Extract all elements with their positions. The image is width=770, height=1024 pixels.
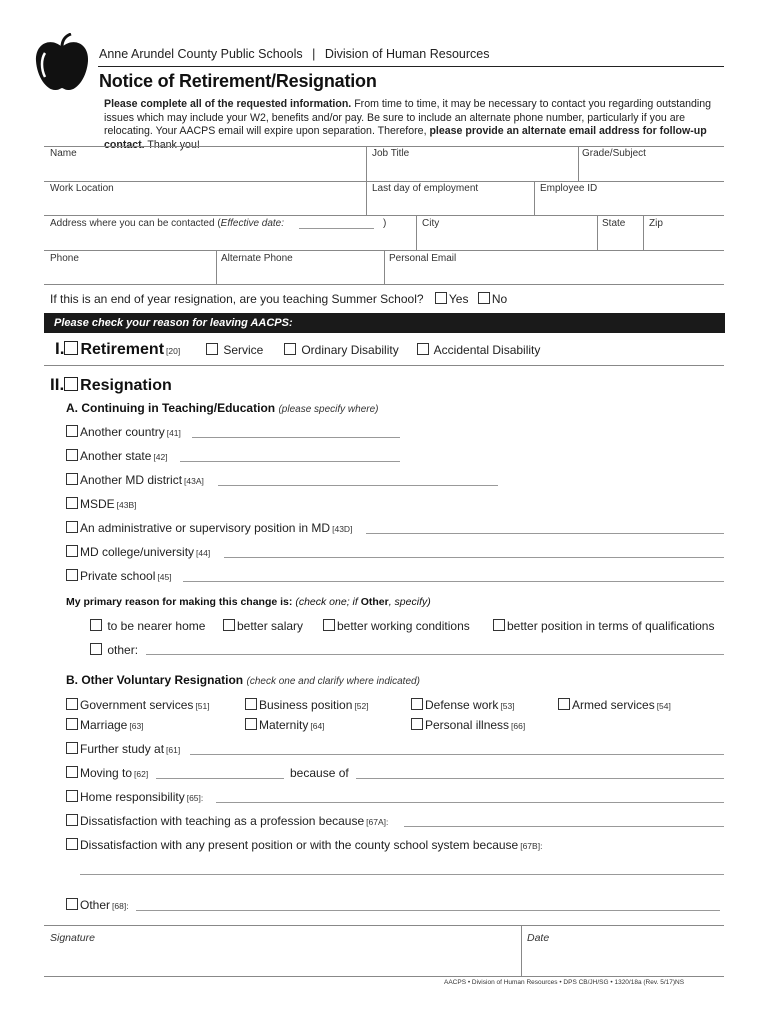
list-item <box>66 497 137 511</box>
moving-code: [62] <box>134 769 149 779</box>
accidental-disability-label: Accidental Disability <box>433 343 541 357</box>
better-qualifications-label: better position in terms of qualifications <box>507 619 715 633</box>
maternity-checkbox[interactable] <box>245 718 257 730</box>
nearer-home-checkbox[interactable] <box>90 619 102 631</box>
because-of-input[interactable] <box>356 778 724 779</box>
service-label: Service <box>223 343 264 357</box>
dissatisfaction-teaching-code: [67A]: <box>366 817 389 827</box>
md-college-input[interactable] <box>224 557 724 558</box>
accidental-disability-option <box>417 343 540 357</box>
list-item <box>66 425 181 439</box>
summer-yes-label: Yes <box>448 292 469 306</box>
grid-divider <box>578 146 579 181</box>
section-b-heading <box>66 673 420 687</box>
dissatisfaction-teaching-option <box>66 814 388 828</box>
grid-divider <box>643 215 644 250</box>
nearer-home-label: to be nearer home <box>107 619 206 633</box>
defense-label: Defense work <box>425 698 499 712</box>
intro-bold-1: Please complete all of the requested information. <box>104 98 352 110</box>
reason-other-input[interactable] <box>146 654 724 655</box>
admin-position-label: An administrative or supervisory position in MD <box>80 521 331 535</box>
retirement-row <box>55 339 180 359</box>
better-conditions-checkbox[interactable] <box>323 619 335 631</box>
another-md-district-label: Another MD district <box>80 473 183 487</box>
illness-checkbox[interactable] <box>411 718 423 730</box>
home-responsibility-label: Home responsibility <box>80 790 185 804</box>
ordinary-disability-label: Ordinary Disability <box>301 343 399 357</box>
summer-school-question <box>50 292 507 306</box>
primary-reason-note-2: , specify) <box>388 596 431 608</box>
resignation-title: Resignation <box>80 377 172 394</box>
moving-checkbox[interactable] <box>66 766 78 778</box>
effective-date-input[interactable] <box>299 228 374 229</box>
maternity-code: [64] <box>310 721 325 731</box>
dissatisfaction-teaching-input[interactable] <box>404 826 724 827</box>
other-resignation-checkbox[interactable] <box>66 898 78 910</box>
resignation-checkbox[interactable] <box>64 377 78 391</box>
other-resignation-code: [68]: <box>112 901 129 911</box>
primary-reason-heading <box>66 596 431 608</box>
armed-option <box>558 698 671 712</box>
better-qualifications-option <box>493 619 714 633</box>
ordinary-disability-option <box>284 343 399 357</box>
grid-divider <box>216 250 217 284</box>
section-rule <box>44 365 724 366</box>
another-country-label: Another country <box>80 425 165 439</box>
maternity-label: Maternity <box>259 718 309 732</box>
retirement-checkbox[interactable] <box>64 341 78 355</box>
better-salary-checkbox[interactable] <box>223 619 235 631</box>
further-study-option <box>66 742 180 756</box>
admin-position-code: [43D] <box>332 524 353 534</box>
signature-field[interactable]: Signature <box>50 932 95 944</box>
private-school-label: Private school <box>80 569 156 583</box>
section-b-note: (check one and clarify where indicated) <box>246 676 420 687</box>
last-day-field[interactable]: Last day of employment <box>372 183 479 194</box>
intro-text-1: From time to time, it may be necessary to contact you regarding outstanding issues which may include your W2, benefits and/or pay. Be sure to include an alternate phone number, particularly if you are relocating. Your AACPS email will expire upon separation. Therefore, <box>104 98 712 137</box>
reason-other-checkbox[interactable] <box>90 643 102 655</box>
summer-question-text: If this is an end of year resignation, are you teaching Summer School? <box>50 292 424 306</box>
organization-line <box>99 47 489 61</box>
grid-rule <box>44 284 724 285</box>
illness-label: Personal illness <box>425 718 510 732</box>
retirement-title: Retirement <box>80 341 165 358</box>
nearer-home-option <box>90 619 205 633</box>
personal-email-field[interactable]: Personal Email <box>389 253 457 264</box>
business-checkbox[interactable] <box>245 698 257 710</box>
dissatisfaction-county-checkbox[interactable] <box>66 838 78 850</box>
division-name: Division of Human Resources <box>324 47 490 61</box>
list-item <box>66 521 352 535</box>
address-field[interactable] <box>50 218 284 229</box>
header-rule <box>98 66 724 67</box>
private-school-code: [45] <box>157 572 172 582</box>
city-field[interactable]: City <box>422 218 440 229</box>
grid-rule <box>44 146 724 147</box>
footer-text: AACPS • Division of Human Resources • DPS CB/JH/SG • 1320/18a (Rev. 5/17)NS <box>444 979 685 986</box>
dissatisfaction-county-label: Dissatisfaction with any present position or with the county school system because <box>80 838 519 852</box>
name-field[interactable]: Name <box>50 148 77 159</box>
home-responsibility-checkbox[interactable] <box>66 790 78 802</box>
md-college-code: [44] <box>196 548 211 558</box>
another-md-district-input[interactable] <box>218 485 498 486</box>
defense-checkbox[interactable] <box>411 698 423 710</box>
intro-text-2: Thank you! <box>144 138 200 151</box>
home-responsibility-input[interactable] <box>216 802 724 803</box>
armed-label: Armed services <box>572 698 655 712</box>
summer-no-checkbox[interactable] <box>478 292 490 304</box>
other-resignation-label: Other <box>80 898 111 912</box>
another-state-code: [42] <box>153 452 168 462</box>
md-college-label: MD college/university <box>80 545 195 559</box>
illness-option <box>411 718 525 732</box>
effective-date-label: Effective date: <box>220 218 285 229</box>
admin-position-checkbox[interactable] <box>66 521 78 533</box>
further-study-checkbox[interactable] <box>66 742 78 754</box>
msde-checkbox[interactable] <box>66 497 78 509</box>
list-item <box>66 569 172 583</box>
better-conditions-option <box>323 619 470 633</box>
because-of-label: because of <box>290 766 349 780</box>
better-conditions-label: better working conditions <box>337 619 470 633</box>
further-study-input[interactable] <box>190 754 724 755</box>
org-name: Anne Arundel County Public Schools <box>99 47 303 61</box>
marriage-checkbox[interactable] <box>66 718 78 730</box>
state-field[interactable]: State <box>602 218 626 229</box>
zip-field[interactable]: Zip <box>649 218 663 229</box>
defense-code: [53] <box>500 701 515 711</box>
government-checkbox[interactable] <box>66 698 78 710</box>
grid-divider <box>366 146 367 181</box>
private-school-input[interactable] <box>183 581 724 582</box>
other-resignation-input[interactable] <box>136 910 720 911</box>
resignation-number: II. <box>50 375 65 394</box>
government-option <box>66 698 210 712</box>
business-label: Business position <box>259 698 353 712</box>
service-checkbox[interactable] <box>206 343 218 355</box>
home-responsibility-option <box>66 790 203 804</box>
resignation-row <box>50 375 172 395</box>
marriage-option <box>66 718 144 732</box>
msde-code: [43B] <box>116 500 137 510</box>
date-field[interactable]: Date <box>527 932 550 944</box>
org-divider: | <box>312 47 316 61</box>
better-qualifications-checkbox[interactable] <box>493 619 505 631</box>
dissatisfaction-teaching-label: Dissatisfaction with teaching as a profession because <box>80 814 365 828</box>
job-title-field[interactable]: Job Title <box>372 148 410 159</box>
section-a-title: A. Continuing in Teaching/Education <box>66 401 276 415</box>
retirement-code: [20] <box>166 346 181 356</box>
primary-reason-note: (check one; if <box>295 596 358 608</box>
further-study-label: Further study at <box>80 742 165 756</box>
section-a-heading <box>66 401 379 415</box>
defense-option <box>411 698 515 712</box>
summer-yes-checkbox[interactable] <box>435 292 447 304</box>
dissatisfaction-county-input[interactable] <box>80 874 724 875</box>
another-md-district-checkbox[interactable] <box>66 473 78 485</box>
service-option <box>206 343 263 357</box>
better-salary-label: better salary <box>237 619 304 633</box>
address-close-paren: ) <box>383 218 387 229</box>
another-country-input[interactable] <box>192 437 400 438</box>
marriage-label: Marriage <box>80 718 128 732</box>
another-state-label: Another state <box>80 449 152 463</box>
marriage-code: [63] <box>129 721 144 731</box>
ordinary-disability-checkbox[interactable] <box>284 343 296 355</box>
summer-no-label: No <box>491 292 508 306</box>
employee-id-field[interactable]: Employee ID <box>540 183 598 194</box>
moving-to-input[interactable] <box>156 778 284 779</box>
signature-bottom-rule <box>44 976 724 977</box>
accidental-disability-checkbox[interactable] <box>417 343 429 355</box>
admin-position-input[interactable] <box>366 533 724 534</box>
moving-option <box>66 766 148 780</box>
government-code: [51] <box>195 701 210 711</box>
primary-reason-other: Other <box>360 596 389 608</box>
business-option <box>245 698 369 712</box>
grid-rule <box>44 181 724 182</box>
another-country-code: [41] <box>166 428 181 438</box>
dissatisfaction-county-option <box>66 838 542 852</box>
apple-logo-icon <box>31 33 93 95</box>
another-country-checkbox[interactable] <box>66 425 78 437</box>
md-college-checkbox[interactable] <box>66 545 78 557</box>
armed-checkbox[interactable] <box>558 698 570 710</box>
list-item <box>66 449 168 463</box>
reason-section-bar: Please check your reason for leaving AACPS: <box>44 313 725 333</box>
intro-paragraph <box>104 98 726 152</box>
signature-top-rule <box>44 925 724 926</box>
private-school-checkbox[interactable] <box>66 569 78 581</box>
illness-code: [66] <box>511 721 526 731</box>
grid-divider <box>534 181 535 215</box>
another-state-input[interactable] <box>180 461 400 462</box>
grid-divider <box>384 250 385 284</box>
grid-divider <box>366 181 367 215</box>
reason-other-option <box>90 643 138 657</box>
form-title: Notice of Retirement/Resignation <box>99 71 377 91</box>
dissatisfaction-teaching-checkbox[interactable] <box>66 814 78 826</box>
section-a-note: (please specify where) <box>278 404 379 415</box>
address-label: Address where you can be contacted ( <box>50 218 221 229</box>
retirement-number: I. <box>55 339 65 358</box>
list-item <box>66 473 204 487</box>
primary-reason-bold: My primary reason for making this change is: <box>66 596 293 608</box>
better-salary-option <box>223 619 303 633</box>
msde-label: MSDE <box>80 497 115 511</box>
dissatisfaction-county-code: [67B]: <box>520 841 543 851</box>
grid-rule <box>44 215 724 216</box>
government-label: Government services <box>80 698 194 712</box>
phone-field[interactable]: Phone <box>50 253 79 264</box>
moving-label: Moving to <box>80 766 133 780</box>
signature-divider <box>521 925 522 976</box>
intro-bold-2: please provide an alternate email address for follow-up contact. <box>104 125 707 151</box>
another-state-checkbox[interactable] <box>66 449 78 461</box>
armed-code: [54] <box>656 701 671 711</box>
further-study-code: [61] <box>166 745 181 755</box>
home-responsibility-code: [65]: <box>186 793 204 803</box>
grade-subject-field[interactable]: Grade/Subject <box>582 148 646 159</box>
maternity-option <box>245 718 325 732</box>
work-location-field[interactable]: Work Location <box>50 183 114 194</box>
list-item <box>66 545 210 559</box>
business-code: [52] <box>354 701 369 711</box>
alternate-phone-field[interactable]: Alternate Phone <box>221 253 293 264</box>
other-resignation-option <box>66 898 129 912</box>
reason-other-label: other: <box>107 643 139 657</box>
another-md-district-code: [43A] <box>184 476 204 486</box>
grid-divider <box>416 215 417 250</box>
grid-divider <box>597 215 598 250</box>
section-b-title: B. Other Voluntary Resignation <box>66 673 244 687</box>
